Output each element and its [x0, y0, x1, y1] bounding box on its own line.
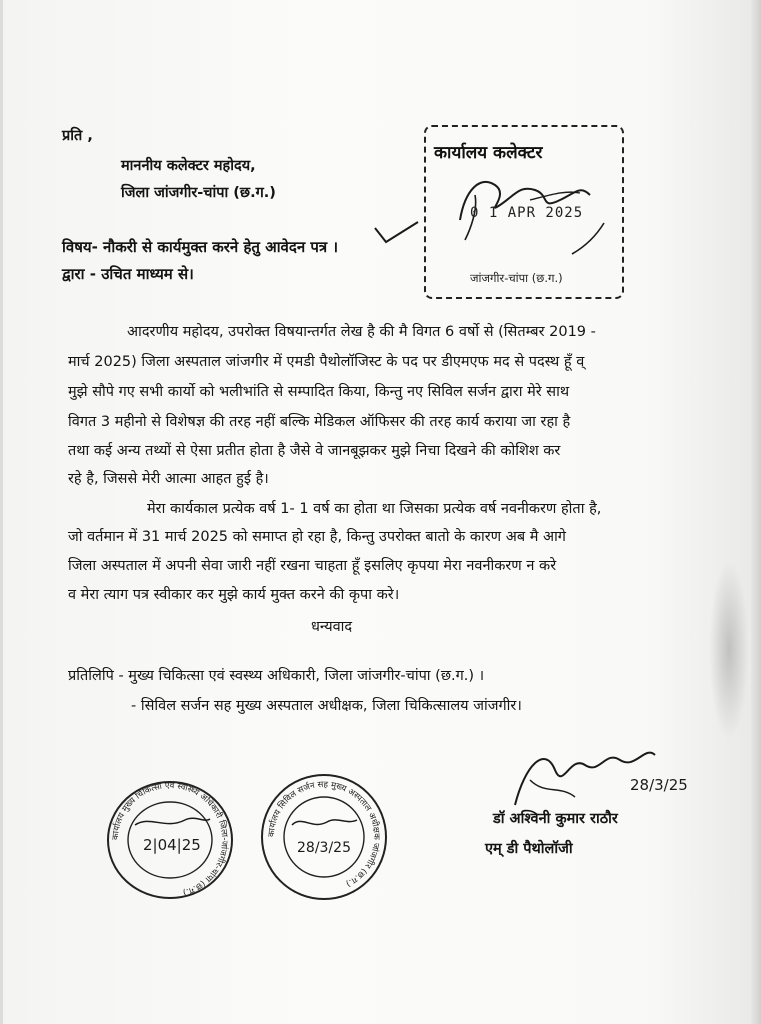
para1-line-2: मार्च 2025) जिला अस्पताल जांजगीर में एमडी पैथोलॉजिस्ट के पद पर डीएमएफ मद से पदस्थ हूँ व् [68, 354, 585, 370]
page-edge-right [751, 0, 761, 1024]
scan-smudge [709, 560, 749, 740]
para2-line-1: मेरा कार्यकाल प्रत्येक वर्ष 1- 1 वर्ष का होता था जिसका प्रत्येक वर्ष नवनीकरण होता है, [147, 501, 602, 517]
copy-line-1: प्रतिलिपि - मुख्य चिकित्सा एवं स्वस्थ्य अधिकारी, जिला जांजगीर-चांपा (छ.ग.) । [68, 668, 485, 684]
tick-mark [372, 218, 422, 248]
civil-surgeon-seal-ring-text: कार्यालय सिविल सर्जन सह मुख्य अस्पताल अधीक्षक जांजगीर (छ.ग.) [266, 779, 382, 889]
collector-stamp-title: कार्यालय कलेक्टर [434, 143, 543, 163]
sender-degree: एम् डी पैथोलॉजी [485, 841, 573, 857]
civil-surgeon-seal-date: 28/3/25 [297, 840, 351, 856]
addressee-line-2: जिला जांजगीर-चांपा (छ.ग.) [121, 185, 276, 201]
para1-line-1: आदरणीय महोदय, उपरोक्त विषयान्तर्गत लेख है की मै विगत 6 वर्षो से (सितम्बर 2019 - [127, 324, 596, 340]
collector-stamp-place: जांजगीर-चांपा (छ.ग.) [470, 271, 563, 285]
para1-line-5: तथा कई अन्य तथ्यों से ऐसा प्रतीत होता है जैसे वे जानबूझकर मुझे निचा दिखने की कोशिश कर [68, 443, 561, 459]
thanks-text: धन्यवाद [311, 619, 353, 635]
collector-stamp-date: 0 1 APR 2025 [470, 205, 584, 221]
cmho-seal-date: 2|04|25 [143, 836, 201, 854]
para2-line-2: जो वर्तमान में 31 मार्च 2025 को समाप्त हो रहा है, किन्तु उपरोक्त बातो के कारण अब मै आगे [68, 529, 566, 545]
copy-line-2: - सिविल सर्जन सह मुख्य अस्पताल अधीक्षक, जिला चिकित्सालय जांजगीर। [131, 698, 522, 714]
para2-line-3: जिला अस्पताल में अपनी सेवा जारी नहीं रखना चाहता हूँ इसलिए कृपया मेरा नवनीकरण न करे [68, 558, 557, 574]
civil-surgeon-seal [252, 770, 397, 905]
page-edge-left [0, 0, 3, 1024]
addressee-line-1: माननीय कलेक्टर महोदय, [121, 158, 256, 174]
subject-line: विषय- नौकरी से कार्यमुक्त करने हेतु आवेदन पत्र । [62, 238, 339, 256]
through-line: द्वारा - उचित माध्यम से। [62, 265, 194, 283]
signature-date: 28/3/25 [630, 776, 688, 794]
cmho-seal [95, 775, 245, 905]
prati-label: प्रति , [62, 128, 93, 144]
cmho-seal-ring-text: कार्यालय मुख्य चिकित्सा एवं स्वास्थ्य अधिकारी जिला-जांजगीर-चांपा (छ.ग.) [110, 780, 230, 898]
para1-line-3: मुझे सौपे गए सभी कार्यो को भलीभांति से सम्पादित किया, किन्तु नए सिविल सर्जन द्वारा मेरे साथ [68, 384, 570, 400]
para1-line-6: रहे है, जिससे मेरी आत्मा आहत हुई है। [68, 471, 269, 487]
sender-name: डॉ अश्विनी कुमार राठौर [493, 811, 618, 827]
pen-stroke [568, 218, 608, 258]
para1-line-4: विगत 3 महीनो से विशेषज्ञ की तरह नहीं बल्कि मेडिकल ऑफिसर की तरह कार्य कराया जा रहा है [68, 414, 571, 430]
para2-line-4: व मेरा त्याग पत्र स्वीकार कर मुझे कार्य मुक्त करने की कृपा करे। [68, 587, 400, 603]
